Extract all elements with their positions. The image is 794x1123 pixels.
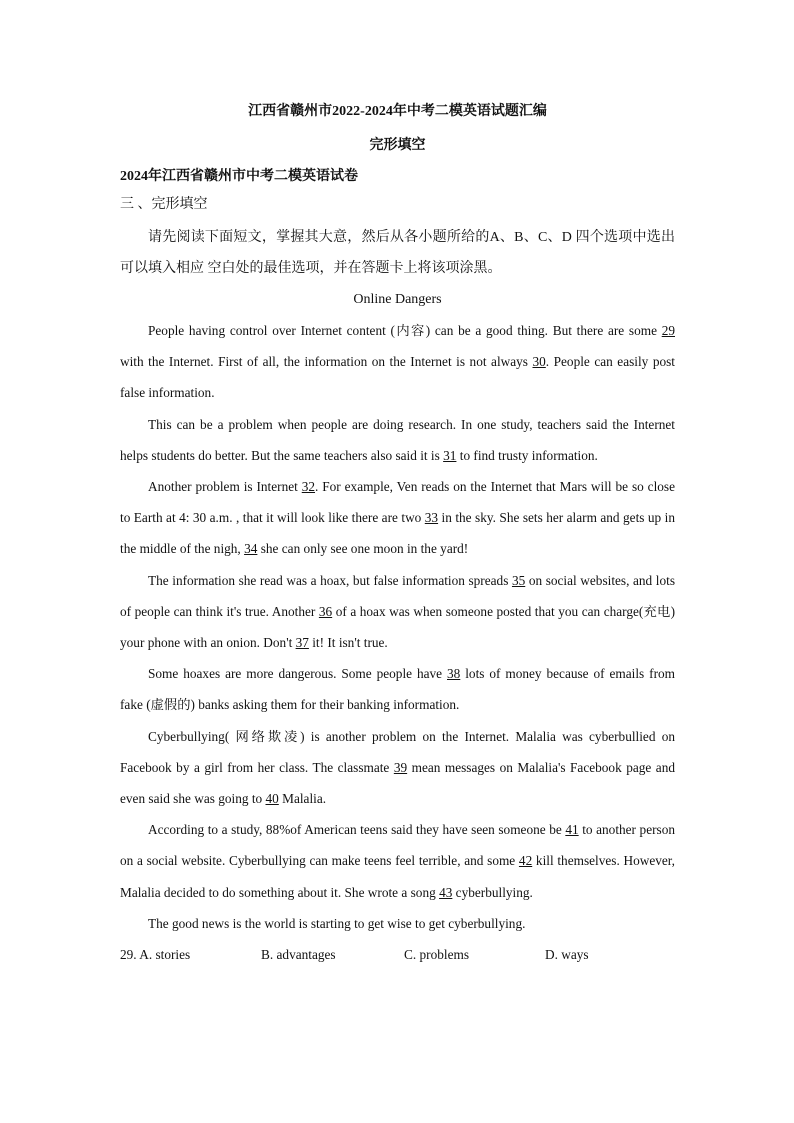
blank-number: 40 xyxy=(265,791,279,807)
passage-text: to another person on a social website. Cyberbullying can make teens feel terrible, and some xyxy=(120,822,676,869)
passage-paragraph xyxy=(120,814,675,908)
passage-text: . For example, Ven reads on the Internet that Mars will be so close to Earth at 4: 30 a.m. , that it will look like there are two xyxy=(120,479,675,526)
passage-paragraph xyxy=(120,409,675,471)
passage-title: Online Dangers xyxy=(353,292,442,307)
passage-paragraph xyxy=(120,471,675,565)
passage-text: cyberbullying. xyxy=(452,884,533,900)
blank-number: 30 xyxy=(532,354,546,370)
passage-text: kill themselves. However, Malalia decided to do something about it. She wrote a song xyxy=(120,853,675,900)
passage-text: mean messages on Malalia's Facebook page and even said she was going to xyxy=(120,759,675,807)
passage-text: This can be a problem when people are doing research. In one study, teachers said the Internet helps students do better. But the same teachers also said it is xyxy=(120,416,675,463)
instructions: 请先阅读下面短文，掌握其大意，然后从各小题所给的A、B、C、D 四个选项中选出可以填入相应 空白处的最佳选项，并在答题卡上将该项涂黑。 xyxy=(120,230,675,276)
blank-number: 36 xyxy=(318,603,333,619)
passage-text: Cyberbullying( 网络欺凌) is another problem on the Internet. Malalia was cyberbullied on Facebook by a girl from her class. The classmate xyxy=(120,728,675,775)
passage-text: According to a study, 88%of American teens said they have seen someone be xyxy=(148,822,566,838)
option-item: D. ways xyxy=(545,947,589,963)
section-heading: 三 、完形填空 xyxy=(120,197,208,212)
blank-number: 34 xyxy=(244,541,258,557)
blank-number: 43 xyxy=(439,884,453,900)
blank-number: 41 xyxy=(565,822,579,838)
passage-text: of a hoax was when someone posted that you can charge(充电) your phone with an onion. Don't xyxy=(120,603,675,651)
passage-text: she can only see one moon in the yard! xyxy=(257,541,469,557)
passage-text: The information she read was a hoax, but false information spreads xyxy=(148,572,512,588)
passage-text: in the sky. She sets her alarm and gets up in the middle of the nigh, xyxy=(120,510,676,557)
blank-number: 42 xyxy=(518,853,533,869)
blank-number: 39 xyxy=(393,759,408,775)
blank-number: 31 xyxy=(443,447,457,463)
passage-text: Some hoaxes are more dangerous. Some people have xyxy=(148,666,447,682)
document-title: 江西省赣州市2022-2024年中考二模英语试题汇编 xyxy=(248,104,547,119)
passage-text: The good news is the world is starting to get wise to get cyberbullying. xyxy=(148,915,526,931)
option-item: C. problems xyxy=(404,947,470,963)
passage-text: . People can easily post false information. xyxy=(120,354,675,401)
passage-text: Another problem is Internet xyxy=(148,479,302,495)
passage-paragraph xyxy=(120,658,675,720)
passage-text: lots of money because of emails from fake (虚假的) banks asking them for their banking information. xyxy=(120,666,675,713)
question-options xyxy=(120,939,675,970)
passage-text: People having control over Internet content (内容) can be a good thing. But there are some xyxy=(148,323,662,338)
blank-number: 38 xyxy=(447,666,461,682)
option-item: 29. A. stories xyxy=(120,947,191,963)
passage-paragraph xyxy=(120,721,675,815)
passage-text: with the Internet. First of all, the information on the Internet is not always xyxy=(120,354,533,370)
exam-name: 2024年江西省赣州市中考二模英语试卷 xyxy=(120,169,358,184)
passage-text: on social websites, and lots of people can think it's true. Another xyxy=(120,572,675,619)
passage-text: to find trusty information. xyxy=(456,447,598,463)
passage-paragraph xyxy=(120,565,675,659)
passage-paragraph xyxy=(120,908,675,939)
passage-body xyxy=(120,315,675,939)
passage-text: Malalia. xyxy=(278,791,327,807)
blank-number: 35 xyxy=(511,572,526,588)
blank-number: 32 xyxy=(301,479,316,495)
blank-number: 29 xyxy=(661,323,675,338)
option-item: B. advantages xyxy=(261,947,336,963)
blank-number: 33 xyxy=(424,510,439,526)
question-list xyxy=(120,939,675,970)
blank-number: 37 xyxy=(295,635,309,651)
document-subtitle: 完形填空 xyxy=(369,138,426,153)
passage-text: it! It isn't true. xyxy=(308,635,388,651)
passage-paragraph xyxy=(120,315,675,409)
document-page xyxy=(120,98,675,970)
